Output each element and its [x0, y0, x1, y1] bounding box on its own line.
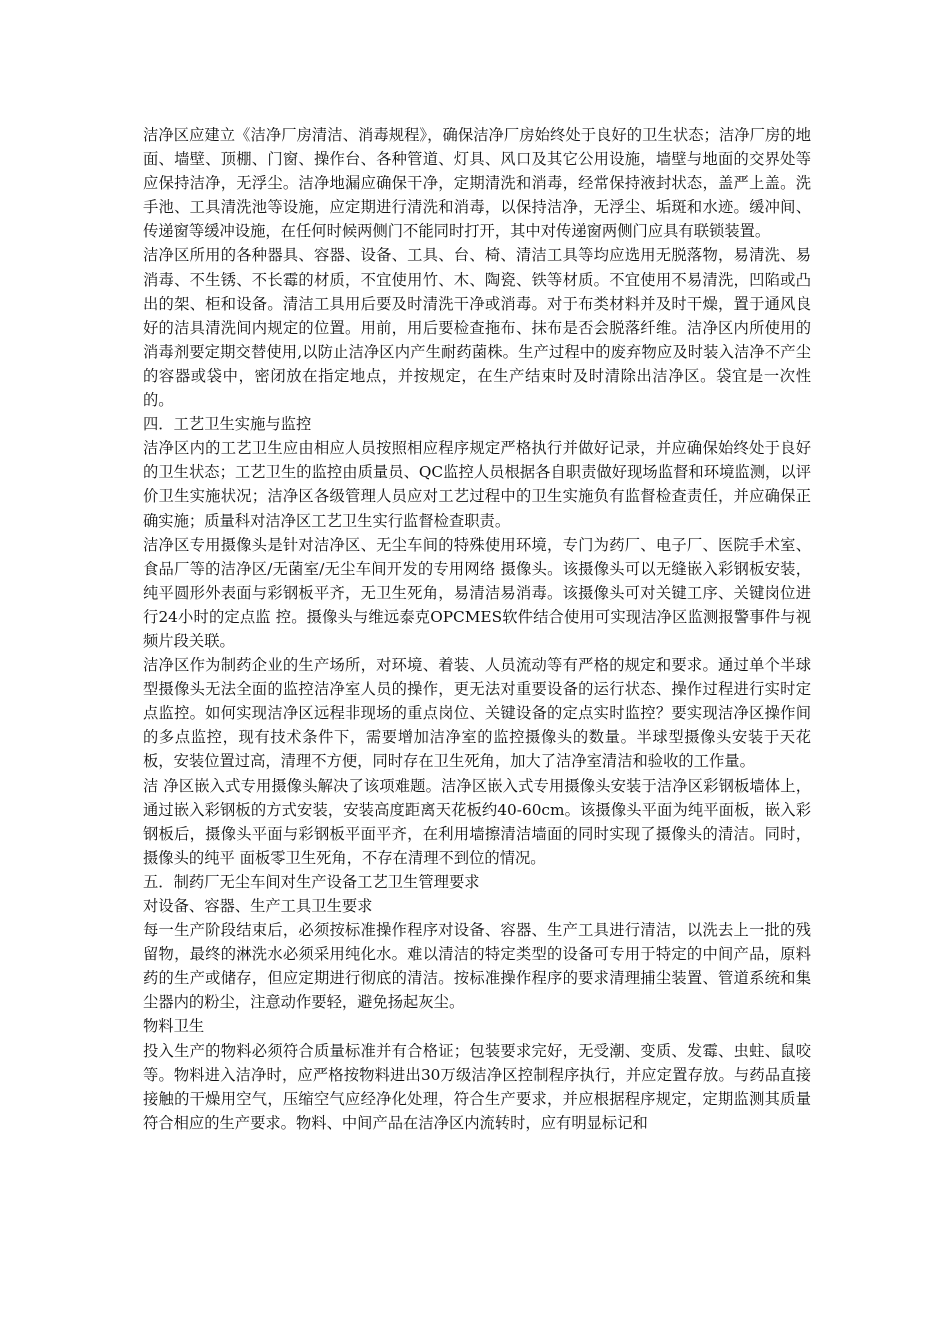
- paragraph-process-hygiene: 洁净区内的工艺卫生应由相应人员按照相应程序规定严格执行并做好记录，并应确保始终处于良好的卫生状态；工艺卫生的监控由质量员、QC监控人员根据各自职责做好现场监督和环境监测，以评价卫生实施状况；洁净区各级管理人员应对工艺过程中的卫生实施负有监督检查责任，并应确保正确实施；质量科对洁净区工艺卫生实行监督检查职责。: [143, 439, 811, 530]
- section-heading-5: 五．制药厂无尘车间对生产设备工艺卫生管理要求: [143, 872, 480, 891]
- subheading-equipment: 对设备、容器、生产工具卫生要求: [143, 897, 373, 915]
- paragraph-cleanroom-tools: 洁净区所用的各种器具、容器、设备、工具、台、椅、清洁工具等均应选用无脱落物，易清洗、易消毒、不生锈、不长霉的材质，不宜使用竹、木、陶瓷、铁等材质。不宜使用不易清洗，凹陷或凸出的架、柜和设备。清洁工具用后要及时清洗干净或消毒。对于布类材料并及时干燥，置于通风良好的洁具清洗间内规定的位置。用前，用后要检查拖布、抹布是否会脱落纤维。洁净区内所使用的消毒剂要定期交替使用,以防止洁净区内产生耐药菌株。生产过程中的废弃物应及时装入洁净不产尘的容器或袋中，密闭放在指定地点，并按规定，在生产结束时及时清除出洁净区。袋宜是一次性的。: [143, 246, 811, 410]
- document-page: [143, 123, 811, 1135]
- paragraph-materials: 投入生产的物料必须符合质量标准并有合格证；包装要求完好，无受潮、变质、发霉、虫蛀、鼠咬等。物料进入洁净时，应严格按物料进出30万级洁净区控制程序执行，并应定置存放。与药品直接接触的干燥用空气，压缩空气应经净化处理，符合生产要求，并应根据程序规定，定期监测其质量符合相应的生产要求。物料、中间产品在洁净区内流转时，应有明显标记和: [143, 1041, 811, 1132]
- section-heading-4: 四．工艺卫生实施与监控: [143, 415, 312, 434]
- paragraph-cleanroom-cleaning: 洁净区应建立《洁净厂房清洁、消毒规程》，确保洁净厂房始终处于良好的卫生状态；洁净厂房的地面、墙壁、顶棚、门窗、操作台、各种管道、灯具、风口及其它公用设施，墙壁与地面的交界处等应保持洁净，无浮尘。洁净地漏应确保干净，定期清洗和消毒，经常保持液封状态，盖严上盖。洗手池、工具清洗池等设施，应定期进行清洗和消毒，以保持洁净，无浮尘、垢斑和水迹。缓冲间、传递窗等缓冲设施，在任何时候两侧门不能同时打开，其中对传递窗两侧门应具有联锁装置。: [143, 126, 811, 241]
- paragraph-equipment-cleaning: 每一生产阶段结束后，必须按标准操作程序对设备、容器、生产工具进行清洁，以洗去上一批的残留物，最终的淋洗水必须采用纯化水。难以清洁的特定类型的设备可专用于特定的中间产品，原料药的生产或储存，但应定期进行彻底的清洁。按标准操作程序的要求清理捕尘装置、管道系统和集尘器内的粉尘，注意动作要轻，避免扬起灰尘。: [143, 921, 811, 1012]
- subheading-materials: 物料卫生: [143, 1017, 205, 1036]
- paragraph-camera-intro: 洁净区专用摄像头是针对洁净区、无尘车间的特殊使用环境，专门为药厂、电子厂、医院手术室、食品厂等的洁净区/无菌室/无尘车间开发的专用网络 摄像头。该摄像头可以无缝嵌入彩钢板安装，纯平圆形外表面与彩钢板平齐，无卫生死角，易清洁易消毒。该摄像头可对关键工序、关键岗位进行24小时的定点监 控。摄像头与维远泰克OPCMES软件结合使用可实现洁净区监测报警事件与视频片段关联。: [143, 535, 811, 650]
- paragraph-camera-problem: 洁净区作为制药企业的生产场所，对环境、着装、人员流动等有严格的规定和要求。通过单个半球型摄像头无法全面的监控洁净室人员的操作，更无法对重要设备的运行状态、操作过程进行实时定点监控。如何实现洁净区远程非现场的重点岗位、关键设备的定点实时监控？要实现洁净区操作间的多点监控，现有技术条件下，需要增加洁净室的监控摄像头的数量。半球型摄像头安装于天花板，安装位置过高，清理不方便，同时存在卫生死角，加大了洁净室清洁和验收的工作量。: [143, 656, 811, 771]
- paragraph-camera-solution: 洁 净区嵌入式专用摄像头解决了该项难题。洁净区嵌入式专用摄像头安装于洁净区彩钢板墙体上，通过嵌入彩钢板的方式安装，安装高度距离天花板约40-60cm。该摄像头平面为纯平面板，嵌入彩钢板后，摄像头平面与彩钢板平面平齐，在利用墙擦清洁墙面的同时实现了摄像头的清洁。同时，摄像头的纯平 面板零卫生死角，不存在清理不到位的情况。: [143, 776, 811, 867]
